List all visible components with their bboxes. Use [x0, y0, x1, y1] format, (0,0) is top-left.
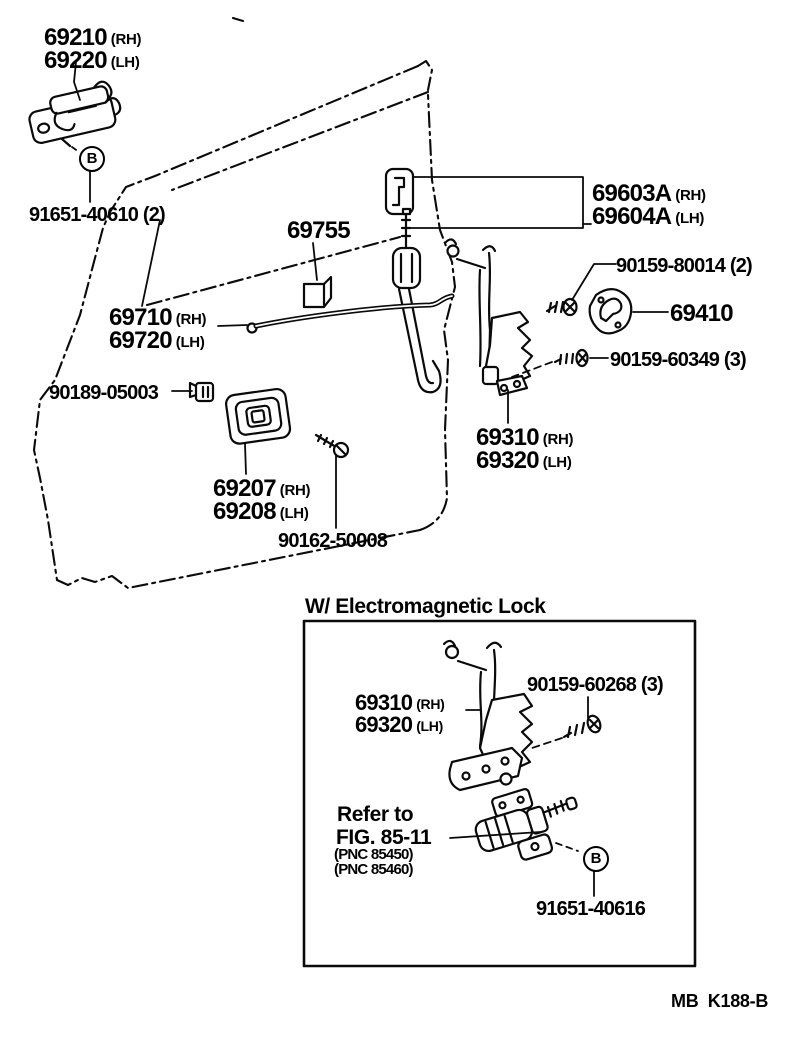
screw-50008-drawing [316, 435, 348, 528]
label-69208-lh: 69208 (LH) [213, 498, 309, 525]
label-69207-rh: 69207 (RH) [213, 475, 311, 502]
cushion-drawing [304, 277, 331, 307]
inside-bezel-drawing [225, 388, 291, 445]
label-em-69310-rh: 69310 (RH) [355, 690, 445, 715]
screw-80014-drawing [547, 299, 577, 315]
leader-69755 [313, 243, 317, 280]
label-pnc-85460: (PNC 85460) [334, 861, 413, 878]
lock-assembly-drawing [446, 239, 532, 395]
label-90189-05003: 90189-05003 [49, 382, 159, 404]
em-lock-assembly-drawing [444, 641, 532, 790]
label-em-69320-lh: 69320 (LH) [355, 712, 443, 737]
label-pnc-85450: (PNC 85450) [334, 846, 413, 863]
label-90159-60349: 90159-60349 (3) [610, 349, 746, 371]
leader-69207 [245, 444, 246, 474]
label-69220-lh: 69220 (LH) [44, 47, 140, 74]
label-69603A-rh: 69603A (RH) [592, 180, 706, 207]
label-91651-40616: 91651-40616 [536, 898, 646, 920]
marker-b-handle: B [79, 146, 105, 172]
marker-b-solenoid: B [583, 846, 609, 872]
label-90162-50008: 90162-50008 [278, 530, 388, 552]
label-90159-80014: 90159-80014 (2) [616, 255, 752, 277]
label-69755: 69755 [287, 217, 350, 244]
label-69720-lh: 69720 (LH) [109, 327, 205, 354]
em-box-title: W/ Electromagnetic Lock [305, 595, 546, 618]
knob-bezel-drawing [386, 169, 413, 214]
label-69210-rh: 69210 (RH) [44, 24, 142, 51]
exterior-handle-drawing [25, 79, 124, 146]
label-69310-rh: 69310 (RH) [476, 424, 574, 451]
page-code: MB K188-B [671, 991, 769, 1011]
solenoid-drawing [468, 776, 587, 871]
clip-drawing [190, 383, 213, 401]
striker-drawing [590, 289, 632, 333]
label-69604A-lh: 69604A (LH) [592, 203, 705, 230]
label-90159-60268: 90159-60268 (3) [527, 674, 663, 696]
bracket-69603A [405, 177, 591, 228]
label-91651-40610: 91651-40610 (2) [29, 204, 165, 226]
label-69410: 69410 [670, 300, 733, 327]
label-fig-85-11: FIG. 85-11 [336, 826, 432, 849]
label-69320-lh: 69320 (LH) [476, 447, 572, 474]
screw-60268-drawing [532, 697, 603, 748]
control-link-drawing [248, 296, 453, 333]
label-69710-rh: 69710 (RH) [109, 304, 207, 331]
label-refer-to: Refer to [337, 803, 414, 826]
